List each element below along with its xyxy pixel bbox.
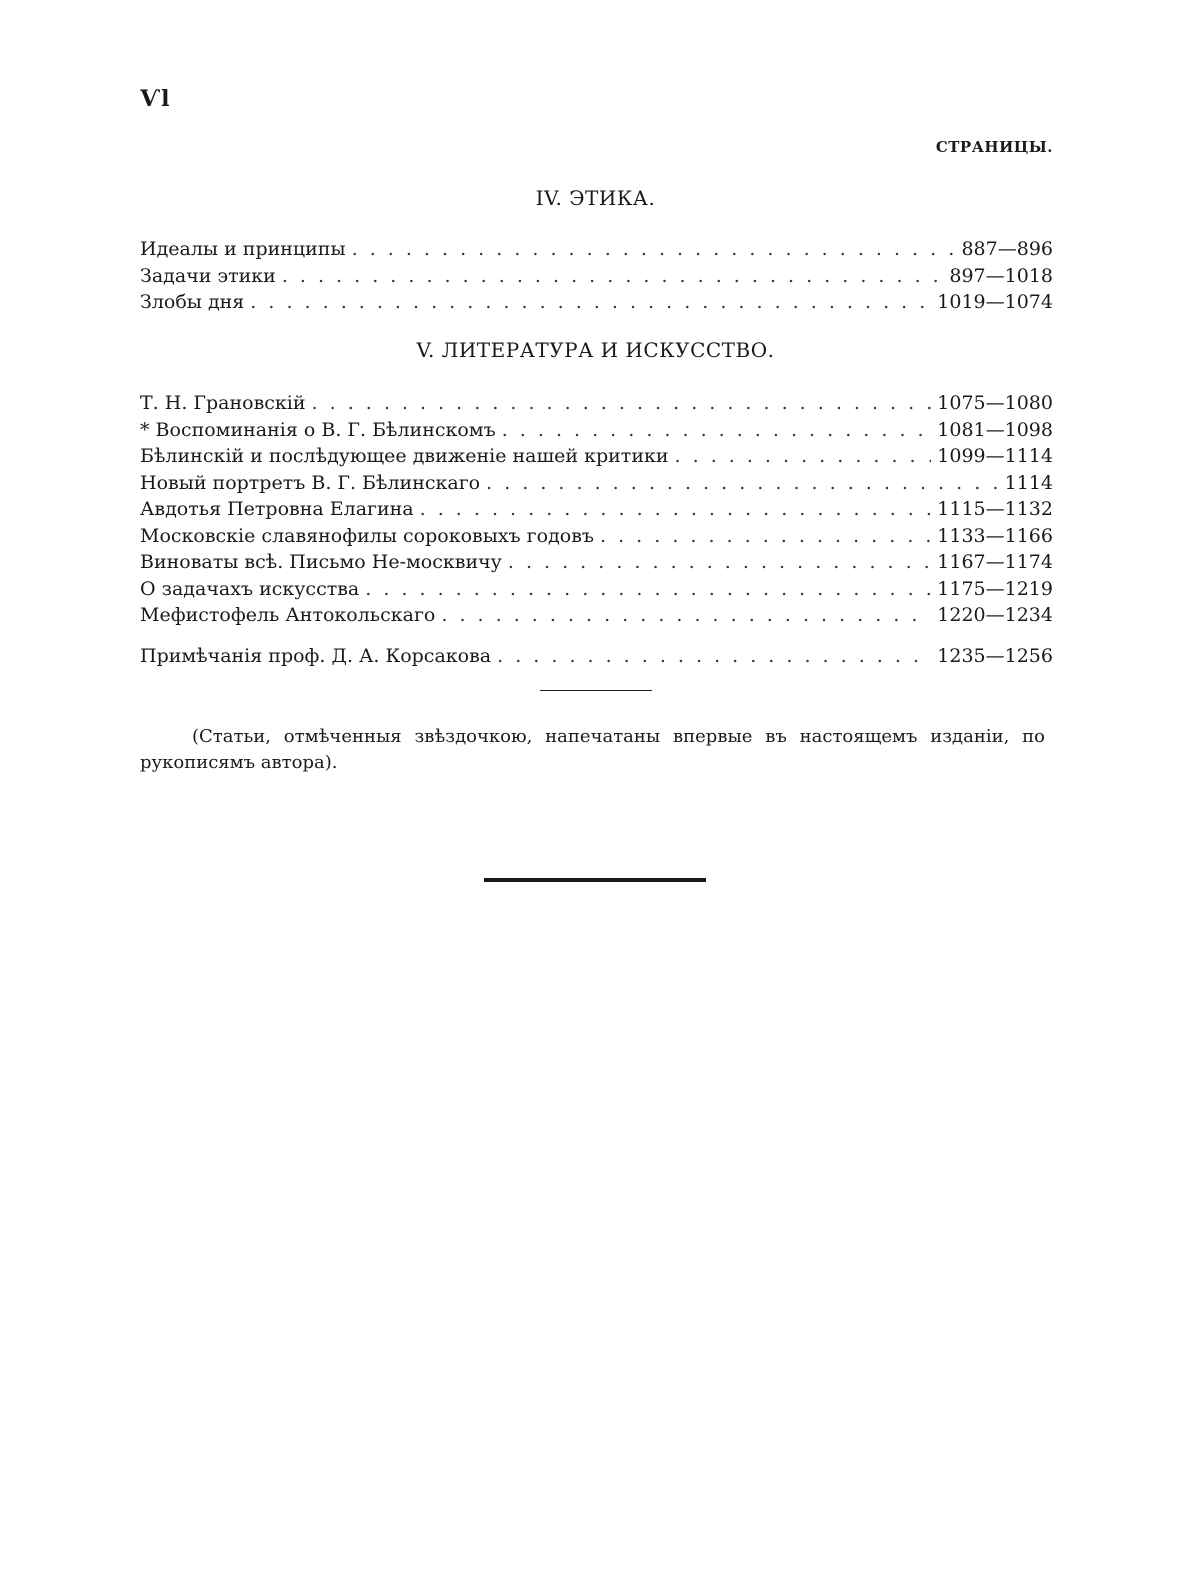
toc-entry-pages: 1235—1256 [937,644,1053,667]
toc-entry [140,470,1053,497]
toc-entry [140,289,1053,316]
toc-entry-pages: 1167—1174 [937,551,1053,573]
toc-entry [140,417,1053,444]
toc-entry-title: Авдотья Петровна Елагина [140,498,414,520]
toc-entry [140,236,1053,263]
toc-entry-pages: 1114 [1004,471,1053,494]
toc-literature [140,390,1053,669]
toc-entry-title: Бѣлинскій и послѣдующее движеніе нашей критики [140,445,669,467]
footnote: (Статьи, отмѣченныя звѣздочкою, напечатаны впервые въ настоящемъ изданіи, по рукописямъ автора). [140,726,1045,773]
dot-leader [352,236,956,263]
toc-entry [140,602,1053,629]
toc-entry-pages: 1081—1098 [937,418,1053,441]
toc-entry-title: Т. Н. Грановскій [140,392,306,414]
toc-entry-title: Идеалы и принципы [140,238,346,260]
dot-leader [486,470,999,497]
dot-leader [502,417,932,444]
toc-entry-pages: 897—1018 [949,264,1053,287]
toc-entry-pages: 1099—1114 [937,445,1053,467]
toc-entry-pages: 887—896 [961,238,1053,260]
dot-leader [365,576,931,603]
toc-entry-pages: 1019—1074 [937,291,1053,313]
toc-entry [140,263,1053,290]
toc-entry-pages: 1175—1219 [937,577,1053,600]
toc-entry-pages: 1075—1080 [937,392,1053,414]
end-divider-rule [484,878,706,882]
dot-leader [312,390,932,417]
toc-entry [140,576,1053,603]
page-number: Ѵl [140,86,171,112]
toc-entry [140,523,1053,550]
section-heading-literature: V. ЛИТЕРАТУРА И ИСКУССТВО. [416,338,775,362]
toc-entry-title: Виноваты всѣ. Письмо Не-москвичу [140,551,502,573]
toc-entry-title: Мефистофель Антокольскаго [140,604,436,626]
toc-entry-title: Примѣчанія проф. Д. А. Корсакова [140,644,492,667]
section-heading-ethics: IV. ЭТИКА. [535,186,656,210]
dot-leader [600,523,931,550]
toc-entry-pages: 1133—1166 [937,524,1053,547]
toc-entry-title: Злобы дня [140,291,245,313]
toc-entry-title: О задачахъ искусства [140,577,360,600]
toc-entry [140,549,1053,576]
toc-entry-notes [140,643,1053,670]
dot-leader [675,443,932,470]
pages-column-caption: СТРАНИЦЫ. [935,138,1053,156]
dot-leader [508,549,931,576]
toc-entry [140,443,1053,470]
toc-entry-title: Задачи этики [140,264,276,287]
dot-leader [250,289,931,316]
dot-leader [441,602,931,629]
toc-entry [140,390,1053,417]
dot-leader [420,496,932,523]
dot-leader [282,263,944,290]
toc-entry-pages: 1220—1234 [937,604,1053,626]
short-divider-rule [540,690,652,691]
toc-entry-title: Новый портретъ В. Г. Бѣлинскаго [140,471,481,494]
toc-entry-title: * Воспоминанія о В. Г. Бѣлинскомъ [140,418,496,441]
toc-ethics [140,236,1053,316]
dot-leader [497,643,931,670]
toc-entry-title: Московскіе славянофилы сороковыхъ годовъ [140,524,594,547]
toc-entry [140,496,1053,523]
toc-entry-pages: 1115—1132 [937,498,1053,520]
